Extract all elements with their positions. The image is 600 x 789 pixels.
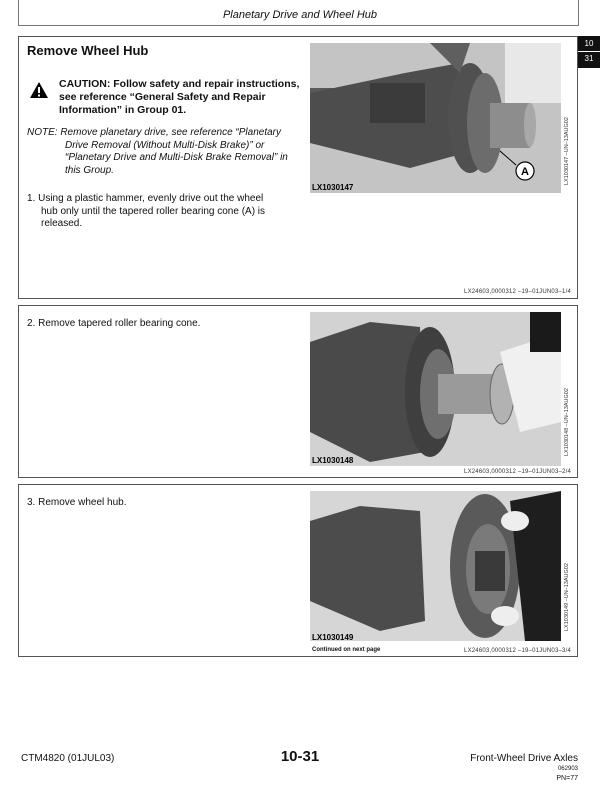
step-line: 1. Using a plastic hammer, evenly drive out the wheel xyxy=(27,193,264,204)
step-3: 3. Remove wheel hub. xyxy=(27,497,127,508)
section-tab xyxy=(578,36,600,68)
callout-a: A xyxy=(521,166,529,178)
step-line: hub only until the tapered roller bearing cone (A) is xyxy=(41,205,266,217)
figure-2-side-code: LX1030148 –UN–13AUG02 xyxy=(564,388,570,456)
note-line: “Planetary Drive and Multi-Disk Brake Removal” in xyxy=(65,152,288,163)
header-rule xyxy=(18,25,578,26)
footer-pn: PN=77 xyxy=(556,775,578,782)
section-step-3 xyxy=(18,484,578,657)
section-remove-wheel-hub xyxy=(18,36,578,299)
footer-manual-id: CTM4820 (01JUL03) xyxy=(21,753,115,764)
page-header-title: Planetary Drive and Wheel Hub xyxy=(222,9,378,21)
caution-line: Information” in Group 01. xyxy=(59,104,187,116)
tab-group: 10 xyxy=(584,39,594,48)
figure-1-side-code: LX1030147 –UN–13AUG02 xyxy=(564,117,570,185)
caution-block xyxy=(59,78,299,117)
axle-hub-illustration xyxy=(310,43,561,193)
bearing-cone-illustration xyxy=(310,312,561,466)
figure-3-side-code: LX1030149 –UN–13AUG02 xyxy=(564,563,570,631)
tab-subgroup: 31 xyxy=(578,51,600,63)
section-3-reference: LX24603,0000312 –19–01JUN03–3/4 xyxy=(464,648,571,654)
figure-2-photo xyxy=(310,312,561,466)
note-line: NOTE: Remove planetary drive, see reference “Planetary xyxy=(27,127,281,138)
caution-line: see reference “General Safety and Repair xyxy=(59,91,266,103)
footer-date-code: 062903 xyxy=(557,766,578,772)
caution-line: CAUTION: Follow safety and repair instructions, xyxy=(59,78,300,90)
step-1 xyxy=(27,193,265,231)
step-2: 2. Remove tapered roller bearing cone. xyxy=(27,318,201,329)
figure-2-label: LX1030148 xyxy=(312,456,354,465)
footer-page-number: 10-31 xyxy=(280,748,320,765)
wheel-hub-illustration xyxy=(310,491,561,641)
figure-1-photo xyxy=(310,43,561,193)
section-title: Remove Wheel Hub xyxy=(27,43,149,58)
step-line: released. xyxy=(41,218,83,229)
figure-3-label: LX1030149 xyxy=(312,633,354,642)
note-block xyxy=(27,127,288,177)
caution-icon xyxy=(29,81,49,99)
section-1-reference: LX24603,0000312 –19–01JUN03–1/4 xyxy=(464,289,571,295)
note-line: Drive Removal (Without Multi-Disk Brake)” or xyxy=(65,139,265,151)
footer-section-title: Front-Wheel Drive Axles xyxy=(470,753,578,764)
figure-3-photo xyxy=(310,491,561,641)
section-2-reference: LX24603,0000312 –19–01JUN03–2/4 xyxy=(464,469,571,475)
note-line: this Group. xyxy=(65,164,114,176)
figure-1-label: LX1030147 xyxy=(312,183,354,192)
section-step-2 xyxy=(18,305,578,478)
continued-note: Continued on next page xyxy=(312,647,381,653)
